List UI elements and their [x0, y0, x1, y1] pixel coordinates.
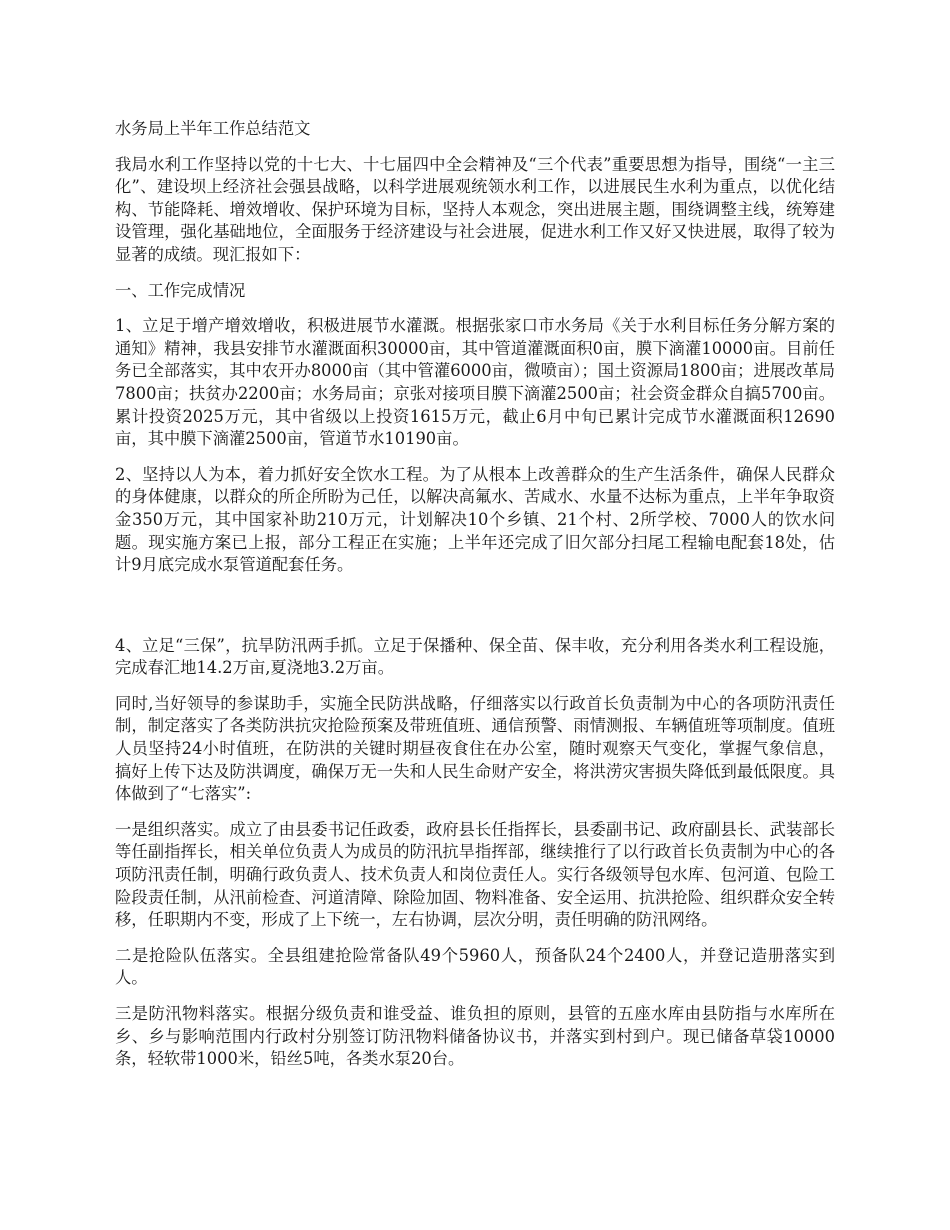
paragraph-item-2: 2、坚持以人为本，着力抓好安全饮水工程。为了从根本上改善群众的生产生活条件，确保人民群众的身体健康，以群众的所企所盼为己任，以解决高氟水、苦咸水、水量不达标为重点，上半年争取资金350万元，其中国家补助210万元，计划解决10个乡镇、21个村、2所学校、7000人的饮水问题。现实施方案已上报，部分工程正在实施；上半年还完成了旧欠部分扫尾工程输电配套18处，估计9月底完成水泵管道配套任务。	[115, 464, 835, 575]
paragraph-flood-control: 同时,当好领导的参谋助手，实施全民防洪战略，仔细落实以行政首长负责制为中心的各项防汛责任制，制定落实了各类防洪抗灾抢险预案及带班值班、通信预警、雨情测报、车辆值班等项制度。值班人员坚持24小时值班，在防洪的关键时期昼夜食住在办公室，随时观察天气变化，掌握气象信息，搞好上传下达及防洪调度，确保万无一失和人民生命财产安全，将洪涝灾害损失降低到最低限度。具体做到了“七落实”:	[115, 693, 835, 804]
paragraph-item-4: 4、立足“三保”，抗旱防汛两手抓。立足于保播种、保全苗、保丰收，充分利用各类水利工程设施，完成春汇地14.2万亩,夏浇地3.2万亩。	[115, 635, 835, 678]
document-body	[115, 118, 835, 1084]
document-title: 水务局上半年工作总结范文	[115, 119, 311, 138]
paragraph-intro: 我局水利工作坚持以党的十七大、十七届四中全会精神及“三个代表”重要思想为指导，围绕“一主三化”、建设坝上经济社会强县战略，以科学进展观统领水利工作，以进展民生水利为重点，以优化结构、节能降耗、增效增收、保护环境为目标，坚持人本观念，突出进展主题，围绕调整主线，统筹建设管理，强化基础地位，全面服务于经济建设与社会进展，促进水利工作又好又快进展，取得了较为显著的成绩。现汇报如下：	[115, 154, 835, 264]
paragraph-materials: 三是防汛物料落实。根据分级负责和谁受益、谁负担的原则，县管的五座水库由县防指与水库所在乡、乡与影响范围内行政村分别签订防汛物料储备协议书，并落实到村到户。现已储备草袋10000条，轻软带1000米，铅丝5吨，各类水泵20台。	[115, 1004, 835, 1069]
section-heading: 一、工作完成情况	[115, 280, 246, 300]
paragraph-rescue-team: 二是抢险队伍落实。全县组建抢险常备队49个5960人，预备队24个2400人，并登记造册落实到人。	[115, 945, 835, 988]
paragraph-organization: 一是组织落实。成立了由县委书记任政委，政府县长任指挥长，县委副书记、政府副县长、武装部长等任副指挥长，相关单位负责人为成员的防汛抗旱指挥部，继续推行了以行政首长负责制为中心的各项防汛责任制，明确行政负责人、技术负责人和岗位责任人。实行各级领导包水库、包河道、包险工险段责任制，从汛前检查、河道清障、除险加固、物料准备、安全运用、抗洪抢险、组织群众安全转移，任职期内不变，形成了上下统一，左右协调，层次分明，责任明确的防汛网络。	[115, 819, 835, 930]
paragraph-item-1: 1、立足于增产增效增收，积极进展节水灌溉。根据张家口市水务局《关于水利目标任务分解方案的通知》精神，我县安排节水灌溉面积30000亩，其中管道灌溉面积0亩，膜下滴灌10000亩。目前任务已全部落实，其中农开办8000亩（其中管灌6000亩，微喷亩）；国土资源局1800亩；进展改革局7800亩；扶贫办2200亩；水务局亩；京张对接项目膜下滴灌2500亩；社会资金群众自搞5700亩。累计投资2025万元，其中省级以上投资1615万元，截止6月中旬已累计完成节水灌溉面积12690亩，其中膜下滴灌2500亩，管道节水10190亩。	[115, 316, 835, 449]
